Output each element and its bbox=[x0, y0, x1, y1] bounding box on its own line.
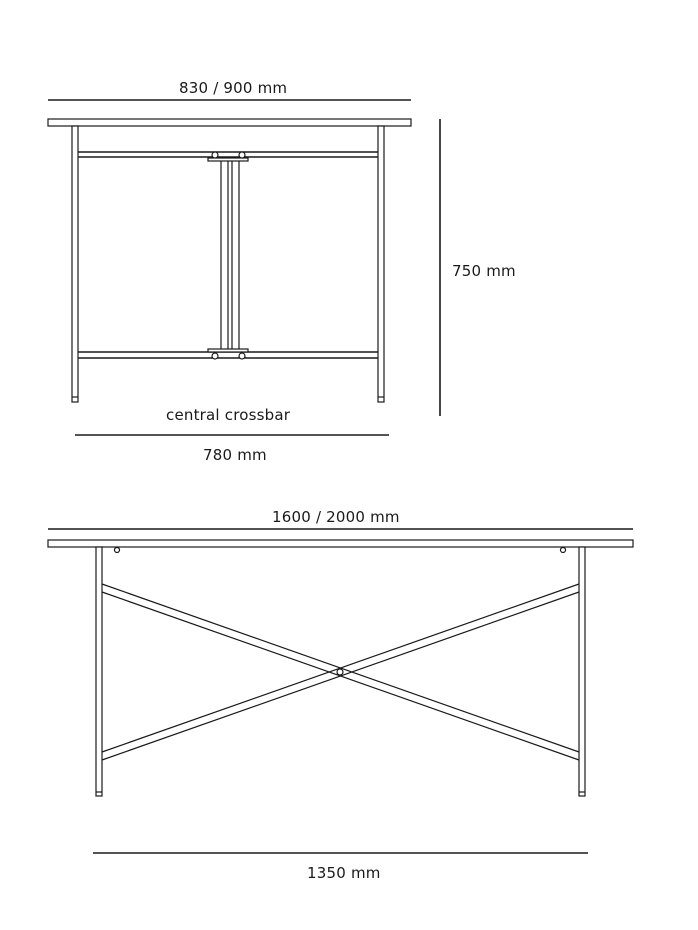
top-clip bbox=[115, 548, 120, 553]
right-leg bbox=[378, 126, 384, 402]
top-clip bbox=[561, 548, 566, 553]
end-view bbox=[48, 100, 440, 435]
center-joint bbox=[337, 669, 343, 675]
base-length-label: 1350 mm bbox=[307, 864, 381, 882]
bolt bbox=[239, 353, 245, 359]
width-label: 830 / 900 mm bbox=[179, 79, 288, 97]
bolt bbox=[212, 152, 218, 158]
tabletop bbox=[48, 119, 411, 126]
bolt bbox=[239, 152, 245, 158]
side-right-leg bbox=[579, 547, 585, 796]
crossbar-label: central crossbar bbox=[166, 406, 291, 424]
height-label: 750 mm bbox=[452, 262, 516, 280]
bolt bbox=[212, 353, 218, 359]
side-left-leg bbox=[96, 547, 102, 796]
left-leg bbox=[72, 126, 78, 402]
bottom-bracket bbox=[208, 349, 248, 352]
length-label: 1600 / 2000 mm bbox=[272, 508, 400, 526]
side-tabletop bbox=[48, 540, 633, 547]
base-width-label: 780 mm bbox=[203, 446, 267, 464]
side-view bbox=[48, 529, 633, 853]
